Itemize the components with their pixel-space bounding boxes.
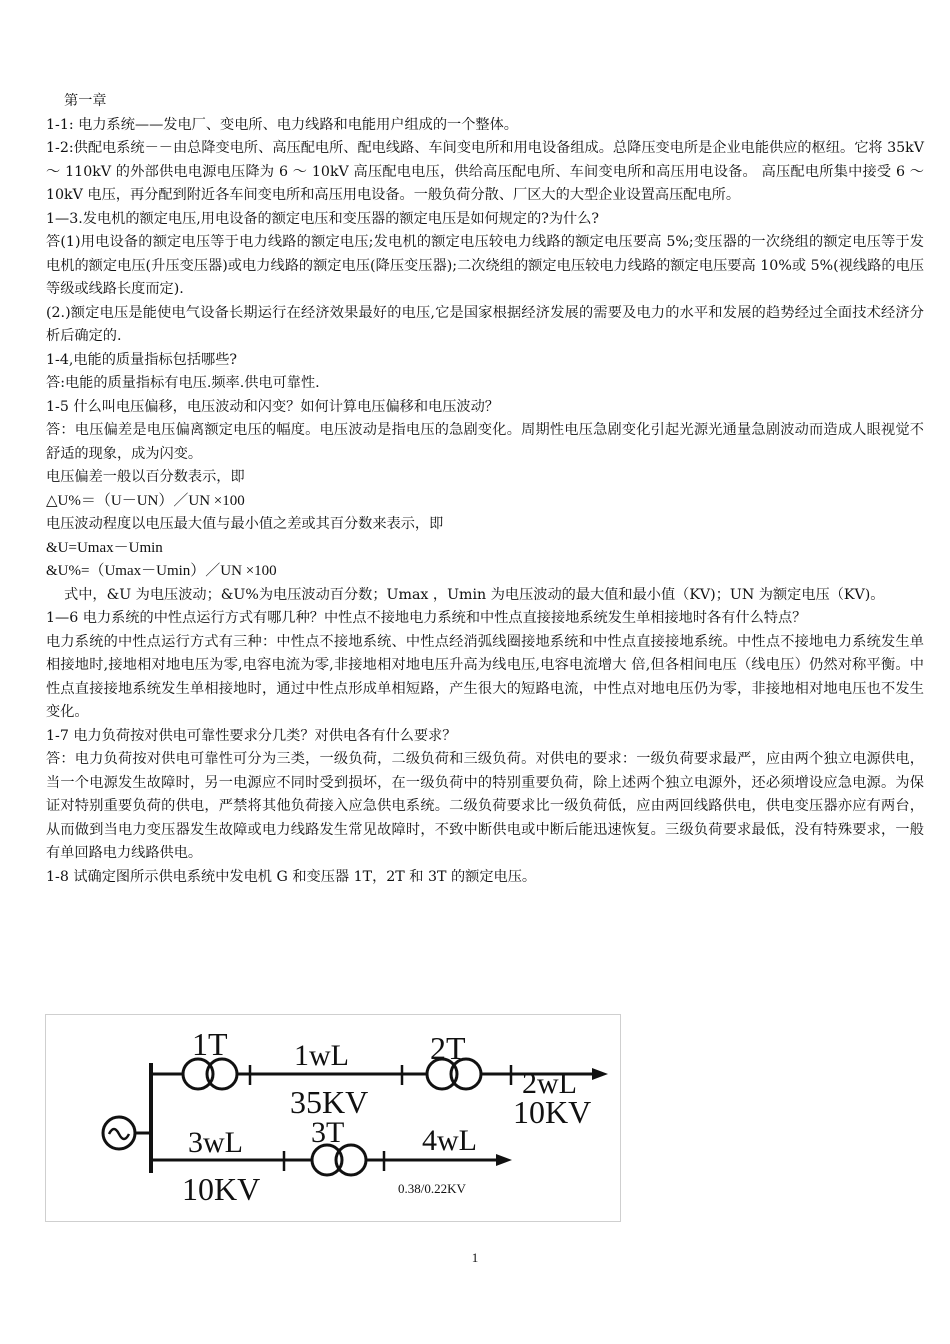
paragraph: (2.)额定电压是能使电气设备长期运行在经济效果最好的电压,它是国家根据经济发展的需要及电力的水平和发展的趋势经过全面技术经济分析后确定的. — [46, 304, 924, 344]
label-2wl-voltage: 10KV — [513, 1094, 592, 1130]
label-4wl-voltage: 0.38/0.22KV — [398, 1181, 466, 1196]
paragraph: 电压偏差一般以百分数表示，即 — [46, 469, 245, 485]
paragraph: 电力系统的中性点运行方式有三种：中性点不接地系统、中性点经消弧线圈接地系统和中性点直接接地系统。中性点不接地电力系统发生单相接地时,接地相对地电压为零,电容电流为零,非接地相对地电压升高为线电压,电容电流增大 倍,但各相间电压（线电压）仍然对称平衡。中性点直接接地系统发生单相接地时，通过中性点形成单相短路，产生很大的短路电流，中性点对地电压仍为零，非接地相对地电压也不发生变化。 — [46, 633, 924, 720]
generator-sine — [109, 1129, 129, 1139]
paragraph: 1—3.发电机的额定电压,用电设备的额定电压和变压器的额定电压是如何规定的?为什么? — [46, 210, 600, 227]
paragraph: &U=Umax－Umin — [46, 539, 163, 556]
label-3t: 3T — [311, 1116, 345, 1149]
label-3wl: 3wL — [188, 1126, 243, 1159]
label-1wl: 1wL — [294, 1039, 349, 1072]
arrow-2wl — [592, 1068, 608, 1080]
label-1t: 1T — [192, 1026, 228, 1062]
label-2wl: 2wL — [522, 1067, 577, 1100]
paragraph: 1-1: 电力系统——发电厂、变电所、电力线路和电能用户组成的一个整体。 — [46, 116, 518, 133]
label-1wl-voltage: 35KV — [290, 1084, 369, 1120]
page-number: 1 — [471, 1250, 479, 1265]
paragraph: 1-8 试确定图所示供电系统中发电机 G 和变压器 1T，2T 和 3T 的额定电压。 — [46, 868, 537, 885]
power-system-diagram — [45, 1014, 621, 1222]
paragraph: 电压波动程度以电压最大值与最小值之差或其百分数来表示，即 — [46, 516, 444, 532]
paragraph: 第一章 — [64, 93, 107, 109]
paragraph: 答：电力负荷按对供电可靠性可分为三类，一级负荷，二级负荷和三级负荷。对供电的要求：一级负荷要求最严，应由两个独立电源供电，当一个电源发生故障时，另一电源应不同时受到损坏，在一级负荷中的特别重要负荷，除上述两个独立电源外，还必须增设应急电源。为保证对特别重要负荷的供电，严禁将其他负荷接入应急供电系统。二级负荷要求比一级负荷低，应由两回线路供电，供电变压器亦应有两台，从而做到当电力变压器发生故障或电力线路发生常见故障时，不致中断供电或中断后能迅速恢复。三级负荷要求最低，没有特殊要求，一般有单回路电力线路供电。 — [46, 751, 924, 861]
arrow-4wl — [496, 1154, 512, 1166]
paragraph: 1—6 电力系统的中性点运行方式有哪几种？中性点不接地电力系统和中性点直接接地系统发生单相接地时各有什么特点？ — [46, 610, 807, 626]
label-4wl: 4wL — [422, 1124, 477, 1157]
document-body — [46, 90, 924, 889]
paragraph: 式中，&U 为电压波动；&U%为电压波动百分数；Umax ，Umin 为电压波动的最大值和最小值（KV)；UN 为额定电压（KV)。 — [64, 586, 885, 603]
paragraph: 答(1)用电设备的额定电压等于电力线路的额定电压;发电机的额定电压较电力线路的额定电压要高 5%;变压器的一次绕组的额定电压等于发电机的额定电压(升压变压器)或电力线路的额定电压(降压变压器);二次绕组的额定电压较电力线路的额定电压要高 10%或 5%(视线路的电压等级或线路长度而定). — [46, 234, 924, 297]
label-2t: 2T — [430, 1030, 466, 1066]
paragraph: 答：电压偏差是电压偏离额定电压的幅度。电压波动是指电压的急剧变化。周期性电压急剧变化引起光源光通量急剧波动而造成人眼视觉不舒适的现象，成为闪变。 — [46, 422, 924, 462]
paragraph: &U%=（Umax－Umin）／UN ×100 — [46, 563, 277, 579]
paragraph: 1-4,电能的质量指标包括哪些? — [46, 351, 238, 368]
paragraph: 答:电能的质量指标有电压.频率.供电可靠性. — [46, 375, 320, 391]
paragraph: 1-2:供配电系统－－由总降变电所、高压配电所、配电线路、车间变电所和用电设备组成。总降压变电所是企业电能供应的枢纽。它将 35kV ～ 110kV 的外部供电电源电压降为 6 ～ 10kV 高压配电电压，供给高压配电所、车间变电所和高压用电设备。 高压配电所集中接受 6 ～ 10kV 电压，再分配到附近各车间变电所和高压用电设备。一般负荷分散、厂区大的大型企业设置高压配电所。 — [46, 140, 924, 203]
paragraph: △U%＝（U－UN）／UN ×100 — [46, 492, 245, 509]
paragraph: 1-5 什么叫电压偏移，电压波动和闪变？如何计算电压偏移和电压波动？ — [46, 398, 499, 415]
paragraph: 1-7 电力负荷按对供电可靠性要求分几类？对供电各有什么要求？ — [46, 727, 457, 744]
label-3wl-voltage: 10KV — [182, 1171, 261, 1207]
diagram-svg — [46, 1015, 622, 1223]
